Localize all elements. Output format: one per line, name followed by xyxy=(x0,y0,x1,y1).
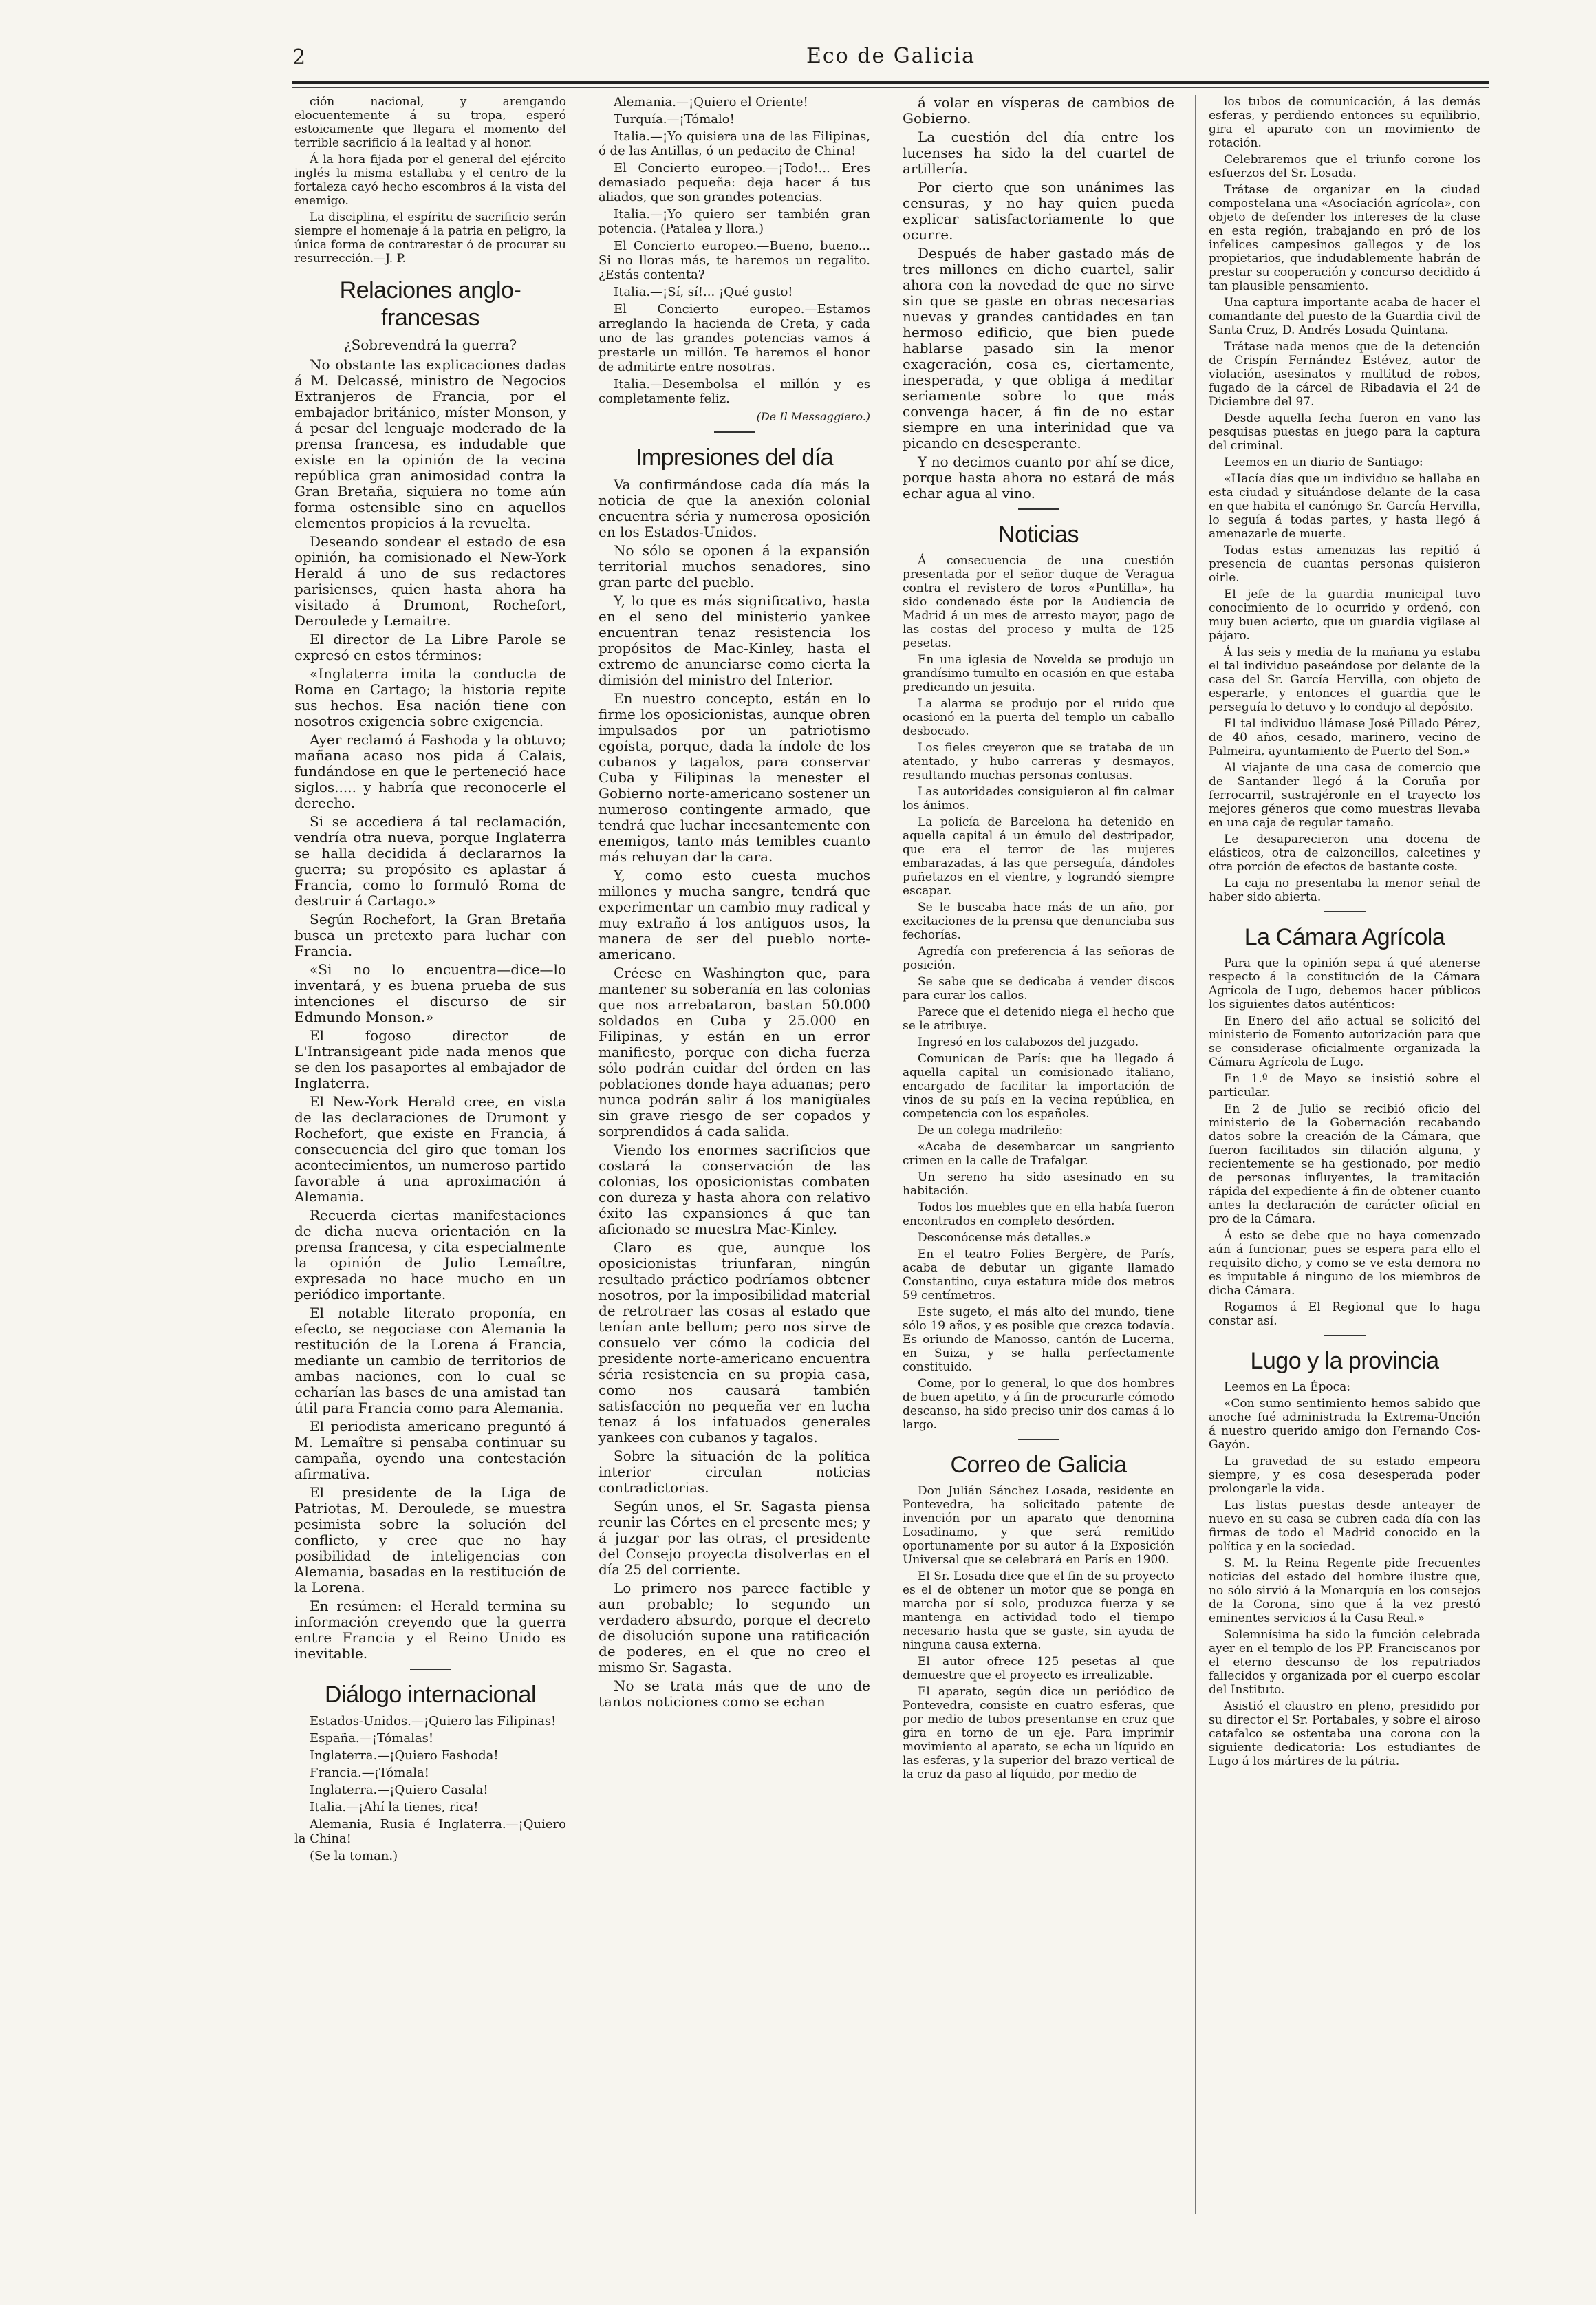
dialog-line: Estados-Unidos.—¡Quiero las Filipinas! xyxy=(310,1714,557,1728)
separator xyxy=(1324,911,1366,912)
column-divider xyxy=(1195,95,1196,2214)
news-item: En el teatro Folies Bergère, de París, acaba de debutar un gigante llamado Constantino, cuya estatura mide dos metros 59 centímetros. xyxy=(903,1247,1174,1302)
column-1 xyxy=(294,95,566,2214)
dialog-line: Turquía.—¡Tómalo! xyxy=(614,112,735,127)
article-paragraph: El director de La Libre Parole se expresó en estos términos: xyxy=(294,631,566,663)
headline-impresiones: Impresiones del día xyxy=(635,444,834,471)
article-paragraph: El periodista americano preguntó á M. Lemaître si pensaba continuar su campaña, oyendo una contestación afirmativa. xyxy=(294,1418,566,1482)
newspaper-title: Eco de Galicia xyxy=(806,44,976,68)
column-2 xyxy=(598,95,870,2214)
article-paragraph: No obstante las explicaciones dadas á M. Delcassé, ministro de Negocios Extranjeros de Francia, por el embajador británico, míster Monson, y á pesar del lenguaje moderado de la prensa francesa, es indudable que existe en la opinión de la vecina república gran animosidad contra la Gran Bretaña, siquiera no tome aún forma ostensible sino en aquellos elementos propicios á la revuelta. xyxy=(294,356,566,531)
news-item: El tal individuo llámase José Pillado Pérez, de 40 años, cesado, marinero, vecino de Palmeira, ayuntamiento de Puerto del Son.» xyxy=(1209,717,1480,758)
article-paragraph: Lo primero nos parece factible y aun probable; lo segundo un verdadero absurdo, porque el decreto de disolución supone una ratificación de poderes, en el que no creo el mismo Sr. Sagasta. xyxy=(598,1580,870,1675)
dialog-line: Italia.—¡Yo quisiera una de las Filipinas, ó de las Antillas, ó un pedacito de China! xyxy=(598,129,870,158)
article-paragraph: Para que la opinión sepa á qué atenerse respecto á la constitución de la Cámara Agrícola de Lugo, debemos hacer públicos los siguientes datos auténticos: xyxy=(1209,956,1480,1011)
news-item: Trátase de organizar en la ciudad compostelana una «Asociación agrícola», con objeto de defender los intereses de la clase en esta región, trabajando en pró de los infelices campesinos gallegos y de los propietarios, que indudablemente habrán de prestar su cooperación y concurso decidido á tan plausible pensamiento. xyxy=(1209,183,1480,293)
news-item: Agredía con preferencia á las señoras de posición. xyxy=(903,945,1174,972)
article-paragraph: En 1.º de Mayo se insistió sobre el particular. xyxy=(1209,1072,1480,1100)
article-paragraph: Recuerda ciertas manifestaciones de dicha nueva orientación en la prensa francesa, y cita especialmente la opinión de Julio Lemaître, expresada no hace mucho en un periódico importante. xyxy=(294,1207,566,1302)
news-item: De un colega madrileño: xyxy=(918,1124,1064,1137)
article-paragraph: Rogamos á El Regional que lo haga constar así. xyxy=(1209,1300,1480,1328)
article-paragraph: El fogoso director de L'Intransigeant pide nada menos que se den los pasaportes al embajador de Inglaterra. xyxy=(294,1027,566,1091)
dialog-line: Italia.—¡Sí, sí!... ¡Qué gusto! xyxy=(614,285,793,299)
article-paragraph: Por cierto que son unánimes las censuras, y no hay quien pueda explicar satisfactoriamente lo que ocurre. xyxy=(903,179,1174,243)
dialog-line: Inglaterra.—¡Quiero Casala! xyxy=(310,1783,488,1797)
headline-lugo: Lugo y la provincia xyxy=(1250,1348,1439,1374)
article-paragraph: S. M. la Reina Regente pide frecuentes noticias del estado del hombre ilustre que, no sólo sirvió á la Monarquía en los consejos de la Corona, sino que á la vez prestó eminentes servicios á la Casa Real.» xyxy=(1209,1556,1480,1625)
article-paragraph: Según Rochefort, la Gran Bretaña busca un pretexto para luchar con Francia. xyxy=(294,911,566,959)
article-paragraph: Sobre la situación de la política interior circulan noticias contradictorias. xyxy=(598,1448,870,1496)
article-paragraph: Solemnísima ha sido la función celebrada ayer en el templo de los PP. Franciscanos por el eterno descanso de los repatriados fallecidos y organizada por el cuerpo escolar del Instituto. xyxy=(1209,1628,1480,1697)
news-item: Todas estas amenazas las repitió á presencia de cuantas personas quisieron oirle. xyxy=(1209,544,1480,585)
article-paragraph: Y, lo que es más significativo, hasta en el seno del ministerio yankee encuentran tenaz resistencia los propósitos de Mac-Kinley, hasta el extremo de anunciarse como cierta la dimisión del ministro del Interior. xyxy=(598,592,870,688)
header-rule-thin xyxy=(292,87,1489,88)
dialog-line: El Concierto europeo.—Estamos arreglando la hacienda de Creta, y cada uno de las grandes potencias vamos á prestarle un millón. Te haremos el honor de admitirte entre nosotras. xyxy=(598,302,870,374)
article-paragraph: Y, como esto cuesta muchos millones y mucha sangre, tendrá que experimentar un cambio muy radical y muy extraño á los antiguos usos, la manera de ser del pueblo norte-americano. xyxy=(598,867,870,963)
news-item: La policía de Barcelona ha detenido en aquella capital á un émulo del destripador, que era el terror de las mujeres embarazadas, á las que perseguía, dándoles puñetazos en el vientre, y lograndó siempre escapar. xyxy=(903,815,1174,898)
article-paragraph: Deseando sondear el estado de esa opinión, ha comisionado el New-York Herald á uno de sus redactores parisienses, quien hasta ahora ha visitado á Drumont, Rochefort, Deroulede y Lemaitre. xyxy=(294,533,566,629)
news-item: Se le buscaba hace más de un año, por excitaciones de la prensa que denunciaba sus fechorías. xyxy=(903,901,1174,942)
dialog-line: España.—¡Tómalas! xyxy=(310,1731,434,1746)
article-paragraph: Viendo los enormes sacrificios que costará la conservación de las colonias, los oposicionistas combaten con dureza y hasta ahora con relativo éxito las expansiones á que tan aficionado se muestra Mac-Kinley. xyxy=(598,1141,870,1237)
article-paragraph: Si se accediera á tal reclamación, vendría otra nueva, porque Inglaterra se halla decidida á declararnos la guerra; su propósito es aplastar á Francia, como lo formuló Roma de destruir á Cartago.» xyxy=(294,813,566,909)
news-item: Á las seis y media de la mañana ya estaba el tal individuo paseándose por delante de la casa del Sr. García Hervilla, con objeto de esperarle, y entonces el guardia que le perseguía lo detuvo y lo condujo al depósito. xyxy=(1209,645,1480,714)
article-paragraph: Después de haber gastado más de tres millones en dicho cuartel, salir ahora con la novedad de que no sirve sin que se gaste en obras necesarias nuevas y grandes cantidades en tan hermoso edificio, que bien puede hablarse pasado sin la menor exageración, cosa es, ciertamente, inesperada, y que obliga á meditar seriamente sobre lo que más convenga hacer, á fin de no estar siempre en una interinidad que va picando en desesperante. xyxy=(903,245,1174,451)
article-paragraph: ción nacional, y arengando elocuentemente á su tropa, esperó estoicamente que llegara el momento del terrible sacrificio á la lealtad y al honor. xyxy=(294,95,566,150)
news-item: Comunican de París: que ha llegado á aquella capital un comisionado italiano, encargado de facilitar la importación de vinos de su país en la vecina república, en competencia con los españoles. xyxy=(903,1052,1174,1121)
news-item: Parece que el detenido niega el hecho que se le atribuye. xyxy=(903,1005,1174,1033)
news-item: En una iglesia de Novelda se produjo un grandísimo tumulto en ocasión en que estaba predicando un jesuita. xyxy=(903,653,1174,694)
news-item: los tubos de comunicación, á las demás esferas, y perdiendo entonces su equilibrio, gira el aparato con un movimiento de rotación. xyxy=(1209,95,1480,150)
dialog-line: El Concierto europeo.—¡Todo!... Eres demasiado pequeña: deja hacer á tus aliados, que son grandes potencias. xyxy=(598,161,870,204)
news-item: El jefe de la guardia municipal tuvo conocimiento de lo ocurrido y ordenó, con muy buen acierto, que un guardia vigilase al pájaro. xyxy=(1209,588,1480,643)
news-item: Le desaparecieron una docena de elásticos, otra de calzoncillos, calcetines y otra porción de efectos de bastante coste. xyxy=(1209,833,1480,874)
dialog-line: Alemania, Rusia é Inglaterra.—¡Quiero la China! xyxy=(294,1817,566,1846)
article-paragraph: En nuestro concepto, están en lo firme los oposicionistas, aunque obren impulsados por un patriotismo egoísta, porque, dada la índole de los cubanos y tagalos, para conservar Cuba y Filipinas la menester el Gobierno norte-americano sostener un numeroso contingente armado, que tendrá que luchar incesantemente con enemigos, tanto más temibles cuanto más rehuyan dar la cara. xyxy=(598,690,870,865)
article-paragraph: Ayer reclamó á Fashoda y la obtuvo; mañana acaso nos pida á Calais, fundándose en que le perteneció hace siglos..... y habría que reconocerle el derecho. xyxy=(294,731,566,811)
article-paragraph: En Enero del año actual se solicitó del ministerio de Fomento autorización para que se considerase oficialmente organizada la Cámara Agrícola de Lugo. xyxy=(1209,1014,1480,1069)
news-item: Un sereno ha sido asesinado en su habitación. xyxy=(903,1170,1174,1198)
news-item: Se sabe que se dedicaba á vender discos para curar los callos. xyxy=(903,975,1174,1003)
news-item: Celebraremos que el triunfo corone los esfuerzos del Sr. Losada. xyxy=(1209,153,1480,180)
news-item: La alarma se produjo por el ruido que ocasionó en la puerta del templo un caballo desbocado. xyxy=(903,697,1174,738)
news-item: Come, por lo general, lo que dos hombres de buen apetito, y á fin de procurarle cómodo descanso, ha sido preciso unir dos camas á lo largo. xyxy=(903,1377,1174,1432)
article-paragraph: Leemos en La Época: xyxy=(1224,1380,1351,1394)
column-4 xyxy=(1209,95,1480,2214)
article-paragraph: «Con sumo sentimiento hemos sabido que anoche fué administrada la Extrema-Unción á nuestro querido amigo don Fernando Cos-Gayón. xyxy=(1209,1397,1480,1452)
article-paragraph: No se trata más que de uno de tantos noticiones como se echan xyxy=(598,1677,870,1710)
news-item: La caja no presentaba la menor señal de haber sido abierta. xyxy=(1209,877,1480,904)
headline-relaciones: Relaciones anglo-francesas xyxy=(339,277,521,331)
article-paragraph: En resúmen: el Herald termina su información creyendo que la guerra entre Francia y el Reino Unido es inevitable. xyxy=(294,1598,566,1662)
dialog-line: Inglaterra.—¡Quiero Fashoda! xyxy=(310,1748,499,1763)
article-paragraph: á volar en vísperas de cambios de Gobierno. xyxy=(903,95,1174,127)
headline-correo: Correo de Galicia xyxy=(950,1452,1127,1478)
dialog-line: Italia.—¡Yo quiero ser también gran potencia. (Patalea y llora.) xyxy=(598,207,870,236)
page-number: 2 xyxy=(292,45,306,69)
news-item: Leemos en un diario de Santiago: xyxy=(1224,455,1423,469)
article-paragraph: Claro es que, aunque los oposicionistas triunfaran, ningún resultado práctico podríamos obtener nosotros, por la imposibilidad material de retrotraer las cosas al estado que tenían ante bellum; pero nos sirve de consuelo ver cómo la codicia del presidente norte-americano encuentra séria resistencia en su propia casa, como nos causará también satisfacción no pequeña ver en lucha tenaz á los infatuados generales yankees con cubanos y tagalos. xyxy=(598,1239,870,1446)
article-paragraph: «Inglaterra imita la conducta de Roma en Cartago; la historia repite sus hechos. Esa nación tiene con nosotros exigencia sobre exigencia. xyxy=(294,665,566,729)
article-paragraph: Don Julián Sánchez Losada, residente en Pontevedra, ha solicitado patente de invención por un aparato que denomina Losadinamo, y que será remitido oportunamente por su autor á la Exposición Universal que se celebrará en París en 1900. xyxy=(903,1484,1174,1567)
dialog-line: Francia.—¡Tómala! xyxy=(310,1766,429,1780)
separator xyxy=(410,1669,451,1670)
column-3 xyxy=(903,95,1174,2214)
article-paragraph: La disciplina, el espíritu de sacrificio serán siempre el homenaje á la patria en peligro, la única forma de contrarestar ó de procurar su resurrección.—J. P. xyxy=(294,211,566,266)
news-item: Desconócense más detalles.» xyxy=(918,1231,1091,1245)
news-item: Las autoridades consiguieron al fin calmar los ánimos. xyxy=(903,785,1174,813)
separator xyxy=(714,431,755,433)
news-item: «Acaba de desembarcar un sangriento crimen en la calle de Trafalgar. xyxy=(903,1140,1174,1168)
article-paragraph: Asistió el claustro en pleno, presidido por su director el Sr. Portabales, y sobre el airoso catafalco se ostentaba una corona con la siguiente dedicatoria: Los estudiantes de Lugo á los mártires de la pátria. xyxy=(1209,1700,1480,1768)
separator xyxy=(1018,1439,1059,1440)
article-paragraph: El notable literato proponía, en efecto, se negociase con Alemania la restitución de la Lorena á Francia, mediante un cambio de territorios de ambas naciones, con lo cual se echarían las bases de una amistad tan útil para Francia como para Alemania. xyxy=(294,1305,566,1416)
news-item: Este sugeto, el más alto del mundo, tiene sólo 19 años, y es posible que crezca todavía. Es oriundo de Manosso, cantón de Lucerna, en Suiza, y se halla perfectamente constituido. xyxy=(903,1305,1174,1374)
article-paragraph: No sólo se oponen á la expansión territorial muchos senadores, sino gran parte del pueblo. xyxy=(598,542,870,590)
dialog-line: Italia.—¡Ahí la tienes, rica! xyxy=(310,1800,479,1814)
dialog-line: Italia.—Desembolsa el millón y es completamente feliz. xyxy=(598,377,870,406)
article-paragraph: El aparato, según dice un periódico de Pontevedra, consiste en cuatro esferas, que por medio de tubos presentanse en cruz que gira en torno de un eje. Para imprimir movimiento al aparato, se echa un líquido en las esferas, y la superior del brazo vertical de la cruz da paso al líquido, por medio de xyxy=(903,1685,1174,1781)
article-paragraph: La gravedad de su estado empeora siempre, y es cosa desesperada poder prolongarle la vida. xyxy=(1209,1455,1480,1496)
article-paragraph: El New-York Herald cree, en vista de las declaraciones de Drumont y Rochefort, que existe en Francia, á consecuencia del giro que toman los acontecimientos, un numeroso partido favorable á una aproximación á Alemania. xyxy=(294,1093,566,1205)
article-paragraph: «Si no lo encuentra—dice—lo inventará, y es buena prueba de sus intenciones el discurso de sir Edmundo Monson.» xyxy=(294,961,566,1025)
headline-noticias: Noticias xyxy=(998,522,1079,548)
dialog-line: El Concierto europeo.—Bueno, bueno... Si no lloras más, te haremos un regalito. ¿Estás contenta? xyxy=(598,239,870,282)
news-item: Á consecuencia de una cuestión presentada por el señor duque de Veragua contra el revistero de toros «Puntilla», ha sido condenado éste por la Audiencia de Madrid á un mes de arresto mayor, pago de las costas del proceso y multa de 125 pesetas. xyxy=(903,554,1174,650)
dialog-line: Alemania.—¡Quiero el Oriente! xyxy=(614,95,808,109)
news-item: Ingresó en los calabozos del juzgado. xyxy=(918,1036,1139,1049)
news-item: Todos los muebles que en ella había fueron encontrados en completo desórden. xyxy=(903,1201,1174,1228)
article-paragraph: Según unos, el Sr. Sagasta piensa reunir las Córtes en el presente mes; y á juzgar por las otras, el presidente del Consejo proyecta disolverlas en el día 25 del corriente. xyxy=(598,1498,870,1578)
separator xyxy=(1324,1335,1366,1336)
article-paragraph: Las listas puestas desde anteayer de nuevo en su casa se cubren cada día con las firmas de todo el Madrid conocido en la política y en la sociedad. xyxy=(1209,1499,1480,1554)
header-rule xyxy=(292,81,1489,84)
headline-dialogo: Diálogo internacional xyxy=(324,1682,537,1708)
news-item: Desde aquella fecha fueron en vano las pesquisas puestas en juego para la captura del criminal. xyxy=(1209,411,1480,453)
article-paragraph: El presidente de la Liga de Patriotas, M. Deroulede, se muestra pesimista sobre la solución del conflicto, y cree que no hay posibilidad de inteligencias con Alemania, basadas en la restitución de la Lorena. xyxy=(294,1484,566,1596)
news-item: Al viajante de una casa de comercio que de Santander llegó á la Coruña por ferrocarril, sustrajéronle en el trayecto los mejores géneros que como muestras llevaba en una caja de regular tamaño. xyxy=(1209,761,1480,830)
article-paragraph: El autor ofrece 125 pesetas al que demuestre que el proyecto es irrealizable. xyxy=(903,1655,1174,1682)
article-paragraph: Á esto se debe que no haya comenzado aún á funcionar, pues se espera para ello el requisito dicho, y como se ve esta demora no es imputable á ninguno de los miembros de dicha Cámara. xyxy=(1209,1229,1480,1298)
source-credit: (De Il Messaggiero.) xyxy=(756,410,870,423)
article-paragraph: El Sr. Losada dice que el fin de su proyecto es el de obtener un motor que se ponga en marcha por sí solo, produzca fuerza y se mantenga en actividad todo el tiempo necesario hasta que se gaste, sin ayuda de ninguna causa externa. xyxy=(903,1569,1174,1652)
subheadline: ¿Sobrevendrá la guerra? xyxy=(343,336,517,353)
article-paragraph: La cuestión del día entre los lucenses ha sido la del cuartel de artillería. xyxy=(903,129,1174,177)
separator xyxy=(1018,508,1059,510)
headline-camara: La Cámara Agrícola xyxy=(1244,924,1445,950)
news-item: «Hacía días que un individuo se hallaba en esta ciudad y situándose delante de la casa en que habita el canónigo Sr. García Hervilla, lo seguía á todas partes, y hasta llegó á amenazarle de muerte. xyxy=(1209,472,1480,541)
article-paragraph: Á la hora fijada por el general del ejército inglés la misma estallaba y el centro de la fortaleza cayó hecho escombros á la vista del enemigo. xyxy=(294,153,566,208)
news-item: Los fieles creyeron que se trataba de un atentado, y hubo carreras y desmayos, resultando muchas personas contusas. xyxy=(903,741,1174,782)
dialog-line: (Se la toman.) xyxy=(310,1849,398,1863)
article-paragraph: Créese en Washington que, para mantener su soberanía en las colonias que nos arrebataron, bastan 50.000 soldados en Cuba y 25.000 en Filipinas, y están en un error manifiesto, porque con dicha fuerza sólo podrán cuidar del órden en las poblaciones donde haya aduanas; pero nunca podrán salir á los manigüales sin grave riesgo de ser copados y sorprendidos á cada salida. xyxy=(598,965,870,1139)
article-paragraph: Va confirmándose cada día más la noticia de que la anexión colonial encuentra séria y numerosa oposición en los Estados-Unidos. xyxy=(598,476,870,540)
page-header xyxy=(292,43,1489,77)
news-item: Una captura importante acaba de hacer el comandante del puesto de la Guardia civil de Santa Cruz, D. Andrés Losada Quintana. xyxy=(1209,296,1480,337)
article-paragraph: Y no decimos cuanto por ahí se dice, porque hasta ahora no estará de más echar agua al vino. xyxy=(903,453,1174,502)
news-item: Trátase nada menos que de la detención de Crispín Fernández Estévez, autor de violación, asesinatos y multitud de robos, fugado de la cárcel de Ribadavia el 24 de Diciembre del 97. xyxy=(1209,340,1480,409)
article-paragraph: En 2 de Julio se recibió oficio del ministerio de la Gobernación recabando datos sobre la creación de la Cámara, que fueron facilitados sin dilación alguna, y recientemente se ha gestionado, por medio de personas influyentes, la tramitación rápida del expediente á fin de obtener cuanto antes la declaración de carácter oficial en pro de la Cámara. xyxy=(1209,1102,1480,1226)
